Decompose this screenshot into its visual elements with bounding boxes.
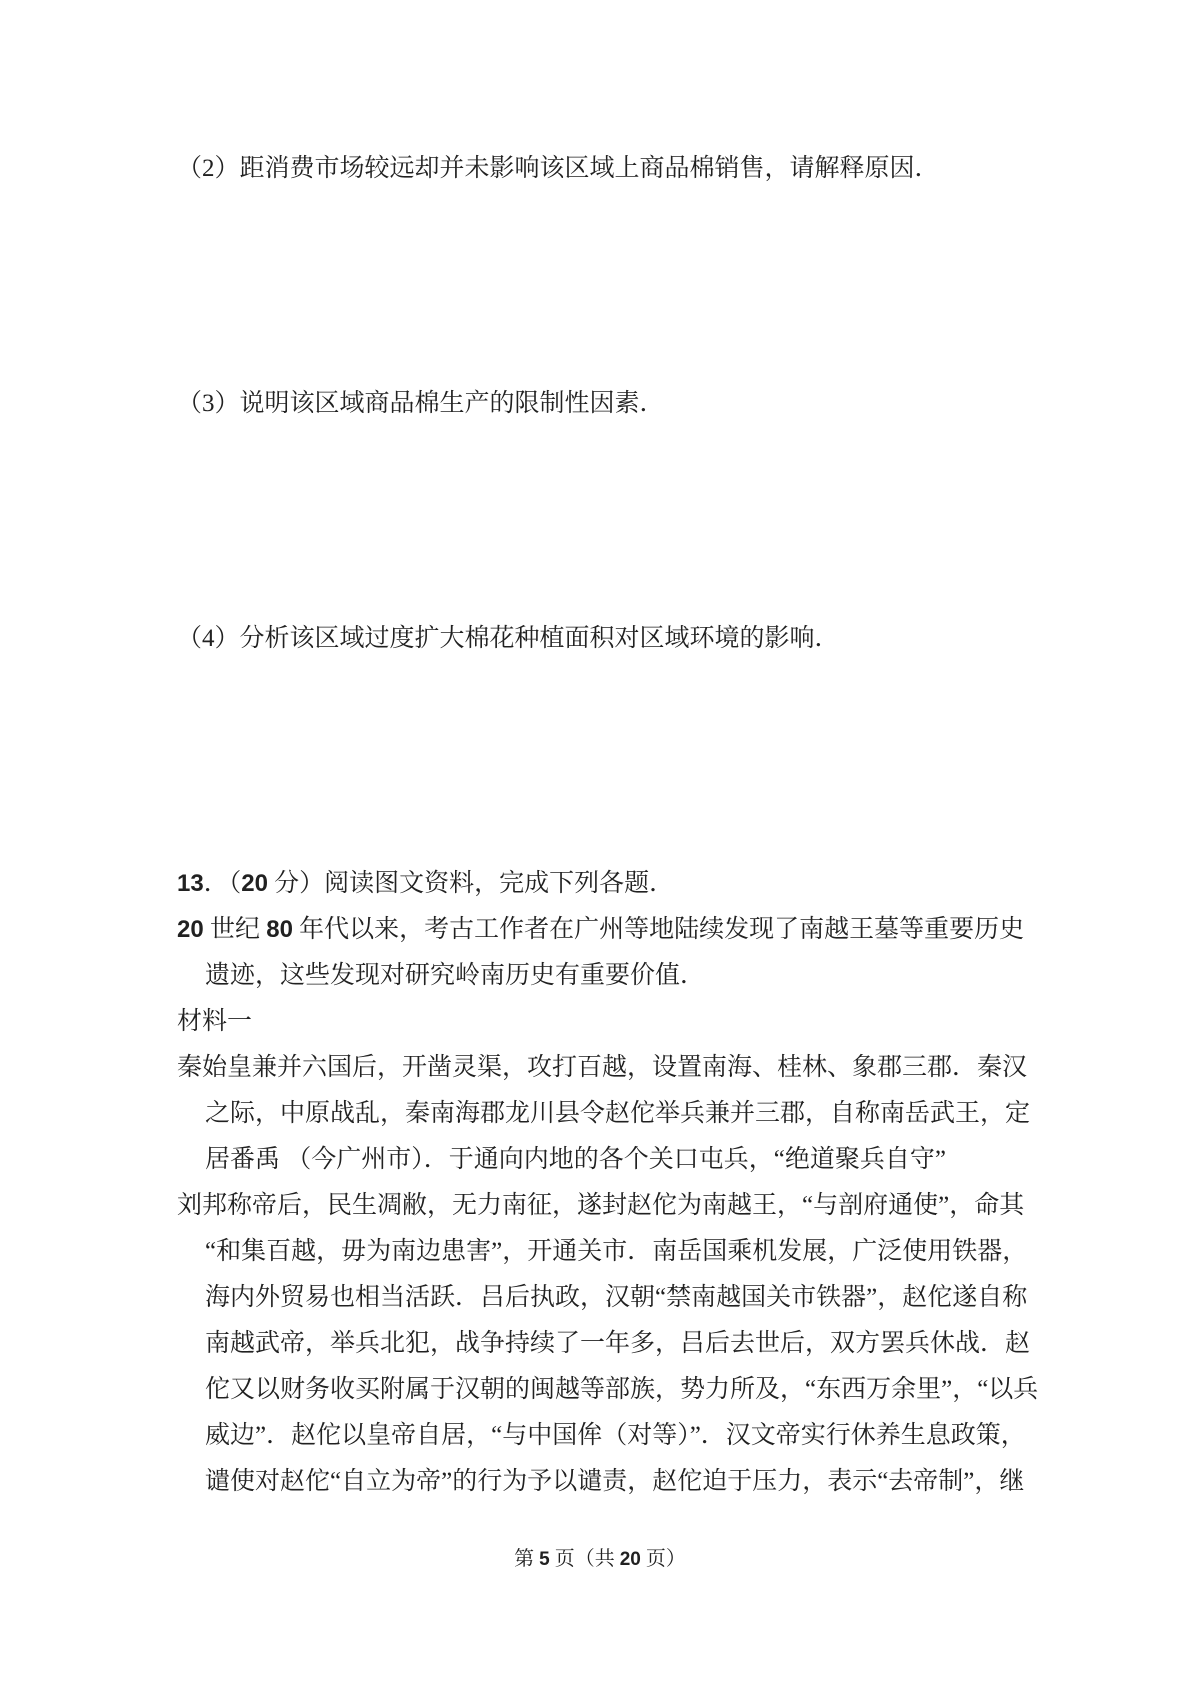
- number-text: 20: [241, 870, 268, 897]
- footer-text: 页）: [640, 1548, 686, 1570]
- body-text: ．（: [203, 870, 242, 897]
- material-1-line-3: [177, 1137, 1057, 1183]
- body-text: （4）分析该区域过度扩大棉花种植面积对区域环境的影响．: [177, 625, 840, 652]
- intro-line-1: [177, 907, 1057, 953]
- material-1-line-9: [177, 1413, 1057, 1459]
- body-text: 材料一: [177, 1008, 253, 1035]
- document-body: [177, 0, 1057, 1505]
- number-text: 20: [177, 916, 204, 943]
- body-text: 刘邦称帝后，民生凋敝，无力南征，遂封赵佗为南越王，“与剖府通使”，命其: [177, 1192, 1025, 1219]
- body-text: 南越武帝，举兵北犯，战争持续了一年多，吕后去世后，双方罢兵休战．赵: [205, 1330, 1031, 1357]
- body-text: 威边”．赵佗以皇帝自居，“与中国侔（对等）”．汉文帝实行休养生息政策，: [205, 1422, 1026, 1449]
- body-text: 年代以来，考古工作者在广州等地陆续发现了南越王墓等重要历史: [292, 916, 1025, 943]
- body-text: 谴使对赵佗“自立为帝”的行为予以谴责，赵佗迫于压力，表示“去帝制”，继: [205, 1468, 1025, 1495]
- material-1-line-8: [177, 1367, 1057, 1413]
- material-1-line-1: [177, 1045, 1057, 1091]
- body-text: 秦始皇兼并六国后，开凿灵渠，攻打百越，设置南海、桂林、象郡三郡．秦汉: [177, 1054, 1028, 1081]
- question-2: [177, 146, 1057, 192]
- body-text: 世纪: [203, 916, 267, 943]
- number-text: 80: [266, 916, 293, 943]
- number-text: 13: [177, 870, 204, 897]
- page-number-text: 20: [619, 1549, 641, 1570]
- material-1-label: [177, 999, 1057, 1045]
- material-1-line-7: [177, 1321, 1057, 1367]
- question-3: [177, 381, 1057, 427]
- body-text: 居番禹 （今广州市）．于通向内地的各个关口屯兵，“绝道聚兵自守”: [205, 1146, 946, 1173]
- body-text: 海内外贸易也相当活跃．吕后执政，汉朝“禁南越国关市铁器”，赵佗遂自称: [205, 1284, 1028, 1311]
- page-number-text: 5: [539, 1549, 550, 1570]
- body-text: 分）阅读图文资料，完成下列各题．: [267, 870, 675, 897]
- body-text: 遗迹，这些发现对研究岭南历史有重要价值．: [205, 962, 706, 989]
- body-text: （2）距消费市场较远却并未影响该区域上商品棉销售，请解释原因．: [177, 155, 940, 182]
- material-1-line-5: [177, 1229, 1057, 1275]
- material-1-line-10: [177, 1459, 1057, 1505]
- body-text: 之际，中原战乱，秦南海郡龙川县令赵佗举兵兼并三郡，自称南岳武王，定: [205, 1100, 1031, 1127]
- body-text: （3）说明该区域商品棉生产的限制性因素．: [177, 390, 665, 417]
- body-text: 佗又以财务收买附属于汉朝的闽越等部族，势力所及，“东西万余里”，“以兵: [205, 1376, 1039, 1403]
- page-footer: [0, 1544, 1200, 1575]
- intro-line-2: [177, 953, 1057, 999]
- material-1-line-2: [177, 1091, 1057, 1137]
- footer-text: 第: [514, 1548, 540, 1570]
- material-1-line-4: [177, 1183, 1057, 1229]
- body-text: “和集百越，毋为南边患害”，开通关市．南岳国乘机发展，广泛使用铁器，: [205, 1238, 1028, 1265]
- material-1-line-6: [177, 1275, 1057, 1321]
- question-13-header: [177, 861, 1057, 907]
- question-4: [177, 616, 1057, 662]
- footer-text: 页（共: [549, 1548, 620, 1570]
